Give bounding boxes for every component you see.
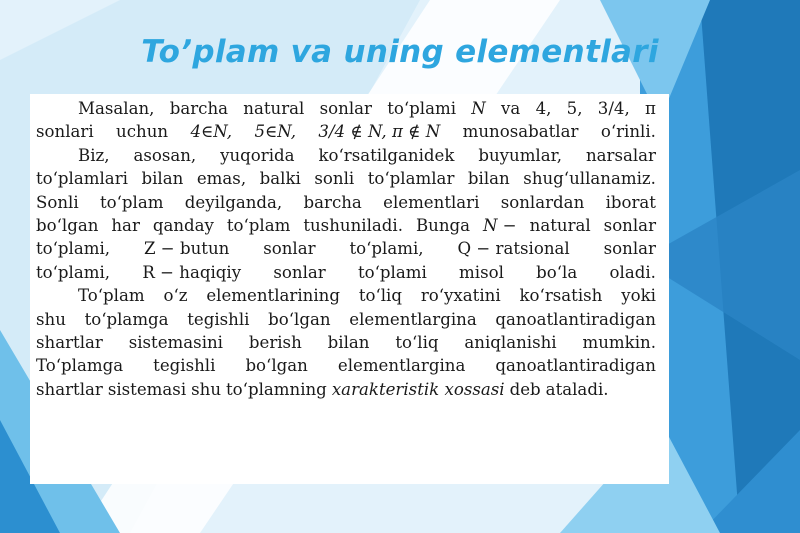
word: to‘plamlari: [36, 169, 128, 189]
word: sistemasini: [128, 332, 223, 352]
word: bilan: [467, 169, 510, 189]
word: to‘plam: [99, 192, 164, 212]
math-symbol: π: [645, 99, 656, 118]
paragraph-2-line-4: [36, 214, 656, 237]
word: qanoatlantiradigan: [495, 356, 656, 376]
word: to‘plami: [387, 99, 457, 118]
paragraph-3-line-1: [36, 284, 656, 307]
paragraph-2-line-2: [36, 167, 656, 190]
word: yuqorida: [220, 145, 295, 165]
word: to‘plamning: [226, 379, 327, 399]
word: to‘plamlar: [367, 169, 455, 189]
paragraph-3-line-3: [36, 331, 656, 354]
word: Z − butun: [143, 239, 230, 259]
word: aniqlanishi: [464, 332, 557, 352]
word: 5,: [566, 99, 583, 118]
word: sonlar: [603, 215, 656, 235]
word: munosabatlar: [462, 122, 579, 142]
word: va: [501, 99, 521, 118]
paragraph-2-line-1: [36, 144, 656, 167]
word: shug‘ullanamiz.: [523, 169, 656, 189]
word: bo‘lgan: [245, 356, 308, 376]
word: to‘plami,: [349, 239, 424, 259]
word: sonli: [314, 169, 355, 189]
word: ko‘rsatilganidek: [318, 145, 455, 165]
word: emas,: [196, 169, 247, 189]
word: elementlargina: [349, 309, 477, 329]
paragraph-3-line-2: [36, 308, 656, 331]
word: To‘plamga: [36, 356, 124, 376]
term-italic: xarakteristik xossasi: [331, 379, 505, 399]
word: uchun: [116, 122, 169, 142]
word: shu: [191, 379, 222, 399]
word: qanoatlantiradigan: [495, 309, 656, 329]
word: To‘plam: [78, 286, 145, 306]
word: 4,: [535, 99, 552, 118]
word: balki: [259, 169, 301, 189]
word: R − haqiqiy: [142, 262, 242, 282]
word: natural: [529, 215, 591, 235]
word: Biz,: [78, 145, 110, 165]
word: deb: [509, 379, 541, 399]
paragraph-1-line-2: [36, 120, 656, 143]
fraction: 3/4,: [597, 99, 630, 118]
word: narsalar: [585, 145, 656, 165]
math-symbol: N: [471, 99, 486, 118]
word: o‘z: [163, 286, 188, 306]
word: tushuniladi.: [303, 215, 403, 235]
word: to‘plamga: [84, 309, 169, 329]
word: Masalan,: [78, 99, 155, 118]
math-expression: 4∈N,: [190, 122, 233, 142]
word: natural: [243, 99, 305, 118]
word: bo‘la: [536, 262, 578, 282]
word: tegishli: [187, 309, 250, 329]
word: sistemasi: [107, 379, 187, 399]
paragraph-3-line-4: [36, 354, 656, 377]
word: qanday: [152, 215, 214, 235]
word: to‘plami,: [36, 239, 111, 259]
word: ko‘rsatish: [519, 286, 603, 306]
word: ataladi.: [545, 379, 609, 399]
word: barcha: [169, 99, 229, 118]
math-symbol: N −: [482, 215, 517, 235]
word: oladi.: [609, 262, 656, 282]
word: ro‘yxatini: [420, 286, 501, 306]
word: Q − ratsional: [457, 239, 570, 259]
word: Sonli: [36, 192, 79, 212]
word: bilan: [327, 332, 370, 352]
word: sonlardan: [500, 192, 585, 212]
word: tegishli: [153, 356, 216, 376]
word: sonlar: [273, 262, 326, 282]
word: buyumlar,: [478, 145, 563, 165]
paragraph-2-line-3: [36, 191, 656, 214]
word: shu: [36, 309, 66, 329]
word: o‘rinli.: [600, 122, 656, 142]
word: bo‘lgan: [268, 309, 331, 329]
math-expression: 5∈N,: [254, 122, 297, 142]
word: to‘plami,: [36, 262, 111, 282]
word: yoki: [621, 286, 656, 306]
paragraph-1-line-1: [36, 97, 656, 120]
word: sonlari: [36, 122, 94, 142]
word: to‘liq: [395, 332, 439, 352]
word: iborat: [605, 192, 656, 212]
word: to‘plami: [357, 262, 427, 282]
word: berish: [248, 332, 302, 352]
paragraph-3-line-5: [36, 378, 656, 401]
slide-title: To’plam va uning elementlari: [141, 34, 659, 70]
word: shartlar: [36, 332, 103, 352]
math-expression: 3/4 ∉ N, π ∉ N: [318, 122, 441, 142]
word: shartlar: [36, 379, 103, 399]
word: mumkin.: [582, 332, 656, 352]
word: sonlar: [319, 99, 372, 118]
paragraph-2-line-6: [36, 261, 656, 284]
word: to‘plam: [226, 215, 291, 235]
word: barcha: [303, 192, 362, 212]
word: elementlarining: [206, 286, 340, 306]
paragraph-2-line-5: [36, 237, 656, 260]
word: bo‘lgan: [36, 215, 99, 235]
word: sonlar: [603, 239, 656, 259]
word: elementlari: [383, 192, 480, 212]
word: deyilganda,: [184, 192, 283, 212]
body-text: [36, 97, 656, 401]
word: elementlargina: [337, 356, 466, 376]
word: misol: [459, 262, 504, 282]
word: to‘liq: [358, 286, 402, 306]
word: asosan,: [133, 145, 197, 165]
word: Bunga: [415, 215, 471, 235]
word: bilan: [141, 169, 184, 189]
word: har: [111, 215, 140, 235]
word: sonlar: [263, 239, 316, 259]
